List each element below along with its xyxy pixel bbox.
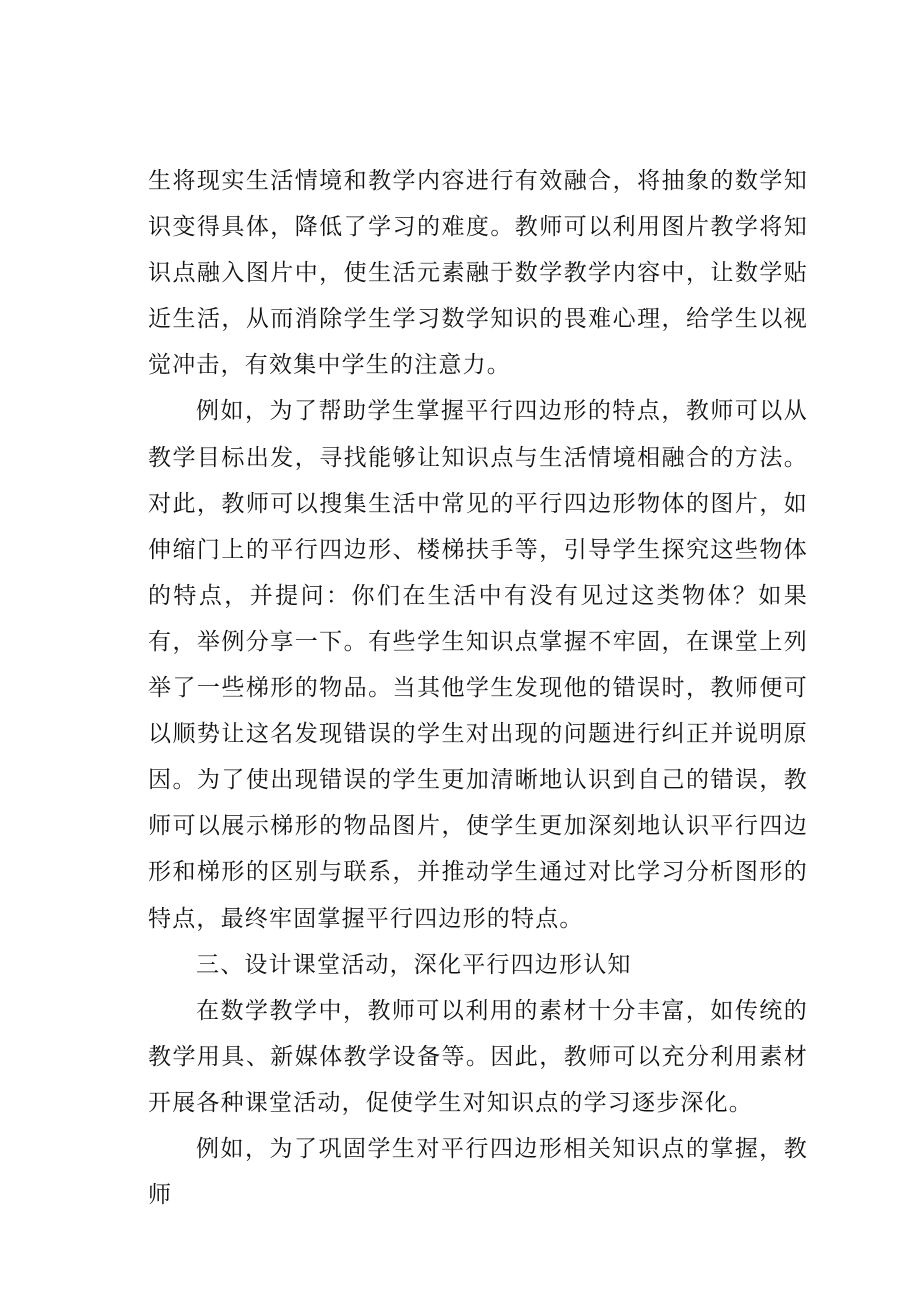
paragraph-example-consolidate: 例如，为了巩固学生对平行四边形相关知识点的掌握，教师 <box>148 1135 808 1209</box>
section-heading: 三、设计课堂活动，深化平行四边形认知 <box>196 951 632 978</box>
paragraph-example-parallelogram: 例如，为了帮助学生掌握平行四边形的特点，教师可以从教学目标出发，寻找能够让知识点与生活情境相融合的方法。对此，教师可以搜集生活中常见的平行四边形物体的图片，如伸缩门上的平行四边形、楼梯扶手等，引导学生探究这些物体的特点，并提问：你们在生活中有没有见过这类物体？如果有，举例分享一下。有些学生知识点掌握不牢固，在课堂上列举了一些梯形的物品。当其他学生发现他的错误时，教师便可以顺势让这名发现错误的学生对出现的问题进行纠正并说明原因。为了使出现错误的学生更加清晰地认识到自己的错误，教师可以展示梯形的物品图片，使学生更加深刻地认识平行四边形和梯形的区别与联系，并推动学生通过对比学习分析图形的特点，最终牢固掌握平行四边形的特点。 <box>148 398 808 932</box>
paragraph-continuation: 生将现实生活情境和教学内容进行有效融合，将抽象的数学知识变得具体，降低了学习的难度。教师可以利用图片教学将知识点融入图片中，使生活元素融于数学教学内容中，让数学贴近生活，从而消除学生学习数学知识的畏难心理，给学生以视觉冲击，有效集中学生的注意力。 <box>148 168 808 379</box>
document-body <box>148 158 808 1218</box>
paragraph-teaching-materials: 在数学教学中，教师可以利用的素材十分丰富，如传统的教学用具、新媒体教学设备等。因此，教师可以充分利用素材开展各种课堂活动，促使学生对知识点的学习逐步深化。 <box>148 997 808 1116</box>
